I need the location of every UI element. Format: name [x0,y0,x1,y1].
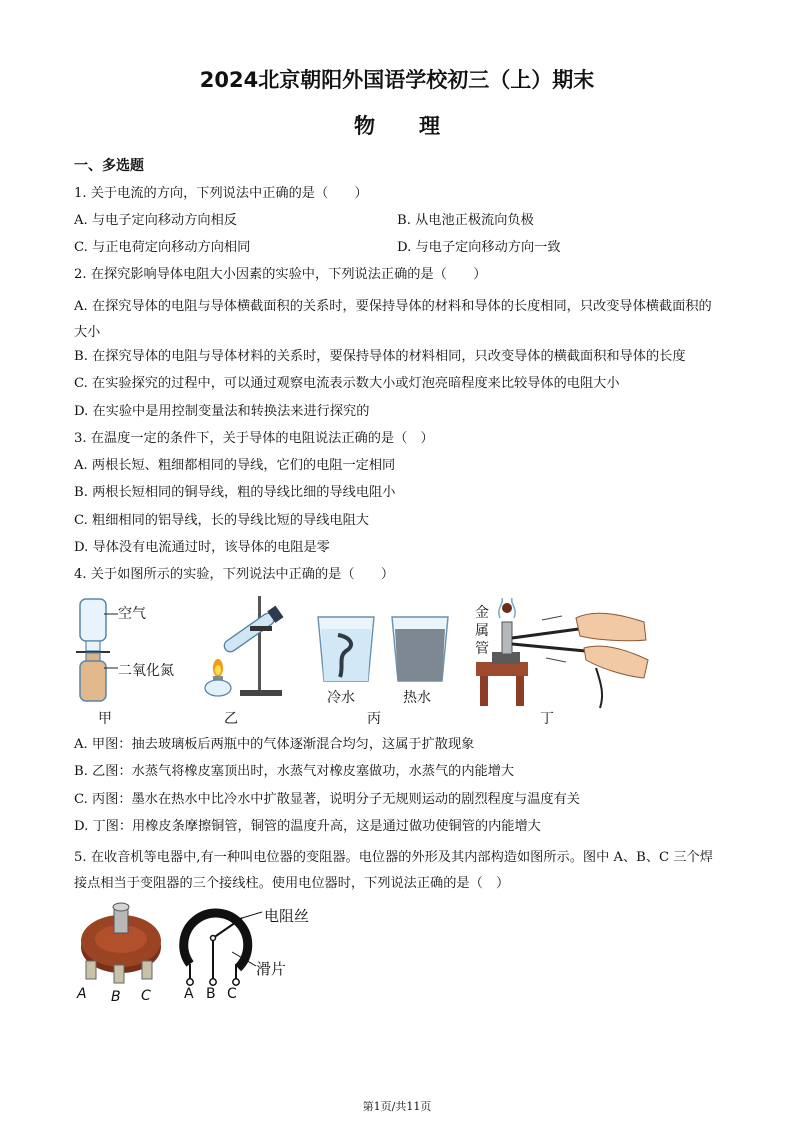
q3-option-c: C. 粗细相同的铝导线，长的导线比短的导线电阻大 [74,513,369,528]
label-no2: 二氧化氮 [118,663,174,679]
q3-option-b: B. 两根长短相同的铜导线，粗的导线比细的导线电阻小 [74,485,396,500]
subject-title: 物理 [354,114,484,138]
question-4-stem: 4. 关于如图所示的实验，下列说法中正确的是（ ） [74,567,395,582]
figure-yi-apparatus [200,592,300,702]
section-heading: 一、多选题 [74,158,144,174]
label-air: 空气 [118,606,146,622]
question-5-stem: 5. 在收音机等电器中,有一种叫电位器的变阻器。电位器的外形及其内部构造如图所示。图中 A、B、C 三个焊接点相当于变阻器的三个接线柱。使用电位器时，下列说法正确的是（ ） [74,850,713,891]
label-metal-tube: 金 属 管 [475,605,489,657]
page-title: 2024北京朝阳外国语学校初三（上）期末 [199,68,595,92]
label-resistance-wire: 电阻丝 [264,907,310,925]
q4-option-d: D. 丁图：用橡皮条摩擦铜管，铜管的温度升高，这是通过做功使铜管的内能增大 [74,819,541,834]
label-cold-water: 冷水 [327,690,355,706]
photo-label-c: C [141,988,151,1004]
q2-option-d: D. 在实验中是用控制变量法和转换法来进行探究的 [74,404,370,419]
schematic-label-a: A [184,986,194,1002]
q1-option-c: C. 与正电荷定向移动方向相同 [74,240,251,255]
question-2-stem: 2. 在探究影响导体电阻大小因素的实验中，下列说法正确的是（ ） [74,267,487,282]
photo-label-b: B [111,989,121,1005]
figure-bing-cold-cup [316,615,376,683]
schematic-label-c: C [227,986,237,1002]
question-3-stem: 3. 在温度一定的条件下，关于导体的电阻说法正确的是（ ） [74,431,434,446]
caption-ding: 丁 [540,711,554,727]
q3-option-d: D. 导体没有电流通过时，该导体的电阻是零 [74,540,330,555]
caption-jia: 甲 [98,711,112,727]
q2-option-b: B. 在探究导体的电阻与导体材料的关系时，要保持导体的材料相同，只改变导体的横截面积和导体的长度 [74,349,686,364]
caption-yi: 乙 [224,711,238,727]
label-hot-water: 热水 [403,690,431,706]
caption-bing: 丙 [367,711,381,727]
q1-option-b: B. 从电池正极流向负极 [397,213,534,228]
potentiometer-schematic [176,904,266,994]
q2-option-a: A. 在探究导体的电阻与导体横截面积的关系时，要保持导体的材料和导体的长度相同，只改变导体横截面积的大小 [74,299,712,340]
q1-option-d: D. 与电子定向移动方向一致 [397,240,561,255]
q1-option-a: A. 与电子定向移动方向相反 [74,213,237,228]
schematic-label-b: B [206,986,216,1002]
q4-option-b: B. 乙图：水蒸气将橡皮塞顶出时，水蒸气对橡皮塞做功，水蒸气的内能增大 [74,764,515,779]
page-footer: 第1页/共11页 [362,1100,432,1113]
figure-ding-apparatus [476,598,656,710]
figure-bing-hot-cup [390,615,450,683]
q4-option-a: A. 甲图：抽去玻璃板后两瓶中的气体逐渐混合均匀，这属于扩散现象 [74,737,475,752]
question-1-stem: 1. 关于电流的方向，下列说法中正确的是（ ） [74,186,368,201]
q3-option-a: A. 两根长短、粗细都相同的导线，它们的电阻一定相同 [74,458,396,473]
label-slider: 滑片 [256,960,287,978]
photo-label-a: A [77,986,87,1002]
q4-option-c: C. 丙图：墨水在热水中比冷水中扩散显著，说明分子无规则运动的剧烈程度与温度有关 [74,792,580,807]
q2-option-c: C. 在实验探究的过程中，可以通过观察电流表示数大小或灯泡亮暗程度来比较导体的电阻大小 [74,376,620,391]
potentiometer-photo [74,895,170,1005]
